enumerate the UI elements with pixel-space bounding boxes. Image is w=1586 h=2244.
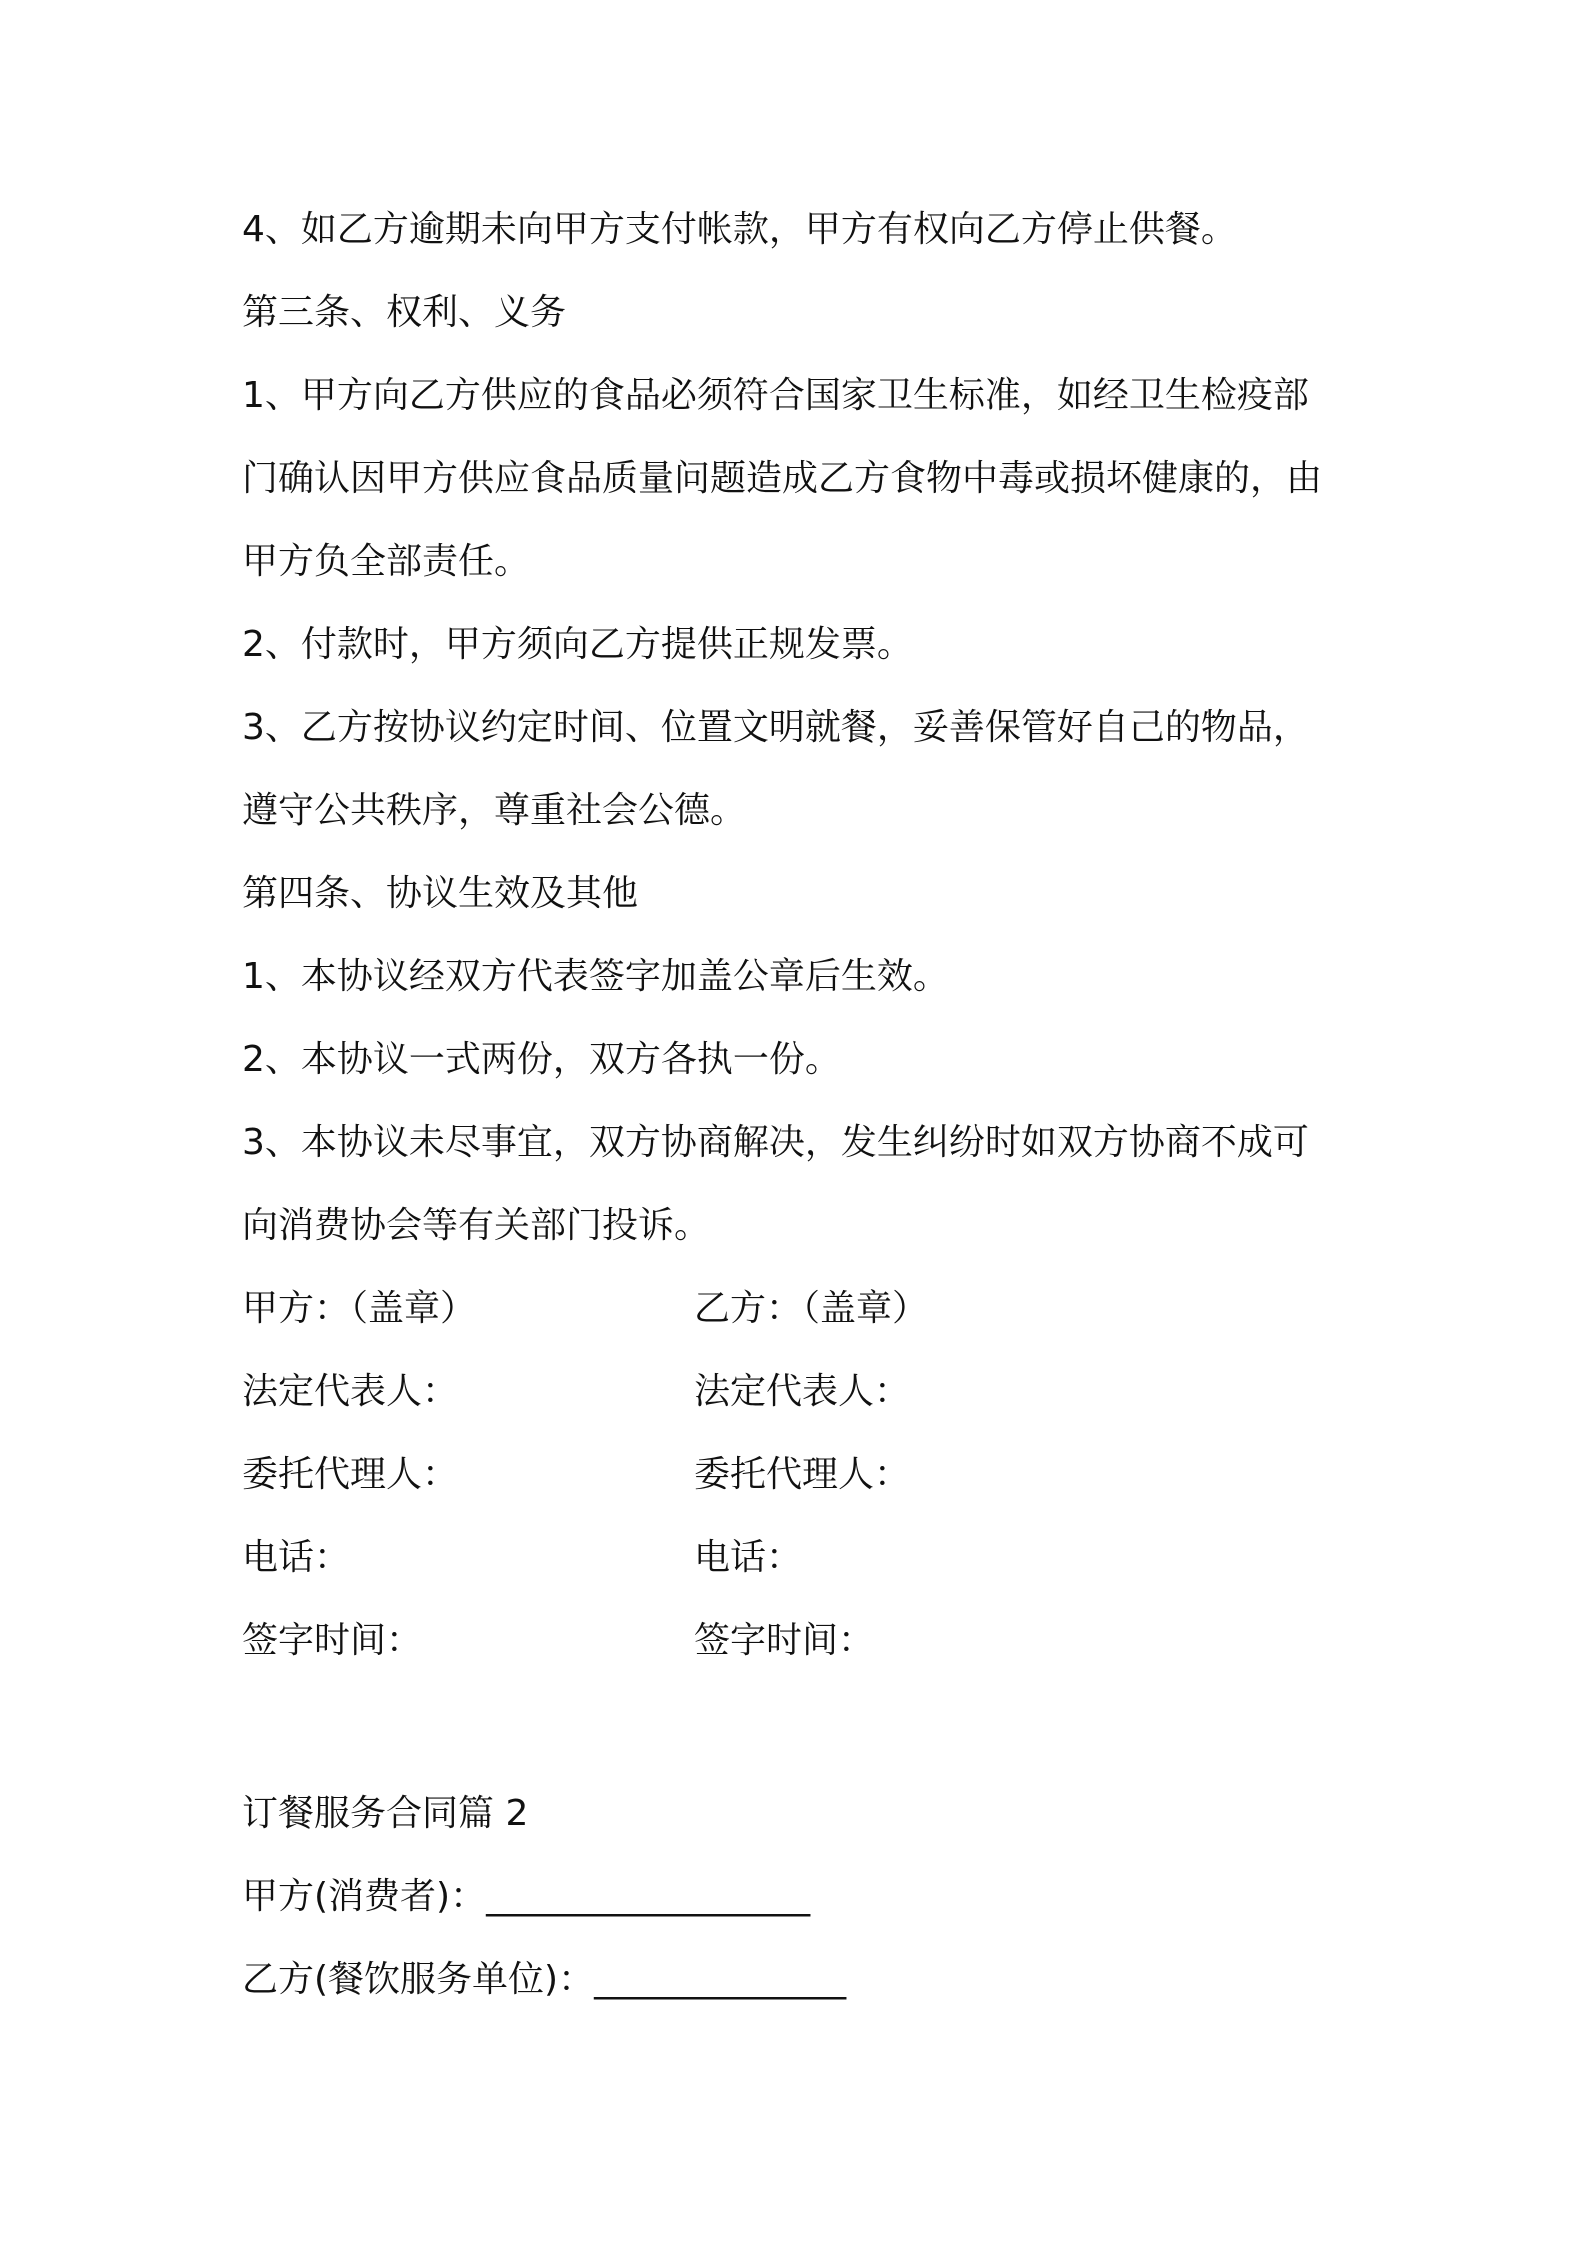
party-b-phone: 电话： bbox=[694, 1537, 803, 1578]
party-a-phone: 电话： bbox=[242, 1537, 351, 1578]
party-b-agent: 委托代理人： bbox=[694, 1454, 911, 1495]
paragraph-line: 向消费协会等有关部门投诉。 bbox=[242, 1205, 711, 1246]
party-a-seal: 甲方：（盖章） bbox=[242, 1288, 477, 1329]
party-b-seal: 乙方：（盖章） bbox=[694, 1288, 929, 1329]
paragraph-line: 4、如乙方逾期未向甲方支付帐款，甲方有权向乙方停止供餐。 bbox=[242, 209, 1237, 250]
party-b-provider-field: 乙方(餐饮服务单位)：______________ bbox=[242, 1959, 847, 2000]
section-heading: 第四条、协议生效及其他 bbox=[242, 873, 639, 914]
paragraph-line: 2、本协议一式两份，双方各执一份。 bbox=[242, 1039, 841, 1080]
paragraph-line: 2、付款时，甲方须向乙方提供正规发票。 bbox=[242, 624, 913, 665]
contract-title: 订餐服务合同篇 2 bbox=[242, 1793, 529, 1834]
paragraph-line: 甲方负全部责任。 bbox=[242, 541, 531, 582]
paragraph-line: 3、本协议未尽事宜，双方协商解决，发生纠纷时如双方协商不成可 bbox=[242, 1122, 1309, 1163]
party-a-legal-rep: 法定代表人： bbox=[242, 1371, 459, 1412]
section-heading: 第三条、权利、义务 bbox=[242, 292, 567, 333]
party-a-agent: 委托代理人： bbox=[242, 1454, 459, 1495]
party-b-legal-rep: 法定代表人： bbox=[694, 1371, 911, 1412]
paragraph-line: 门确认因甲方供应食品质量问题造成乙方食物中毒或损坏健康的，由 bbox=[242, 458, 1323, 499]
paragraph-line: 1、甲方向乙方供应的食品必须符合国家卫生标准，如经卫生检疫部 bbox=[242, 375, 1309, 416]
party-a-sign-date: 签字时间： bbox=[242, 1620, 423, 1661]
party-a-consumer-field: 甲方(消费者)：__________________ bbox=[242, 1876, 811, 1917]
paragraph-line: 1、本协议经双方代表签字加盖公章后生效。 bbox=[242, 956, 949, 997]
party-b-sign-date: 签字时间： bbox=[694, 1620, 875, 1661]
paragraph-line: 遵守公共秩序，尊重社会公德。 bbox=[242, 790, 747, 831]
paragraph-line: 3、乙方按协议约定时间、位置文明就餐，妥善保管好自己的物品， bbox=[242, 707, 1309, 748]
